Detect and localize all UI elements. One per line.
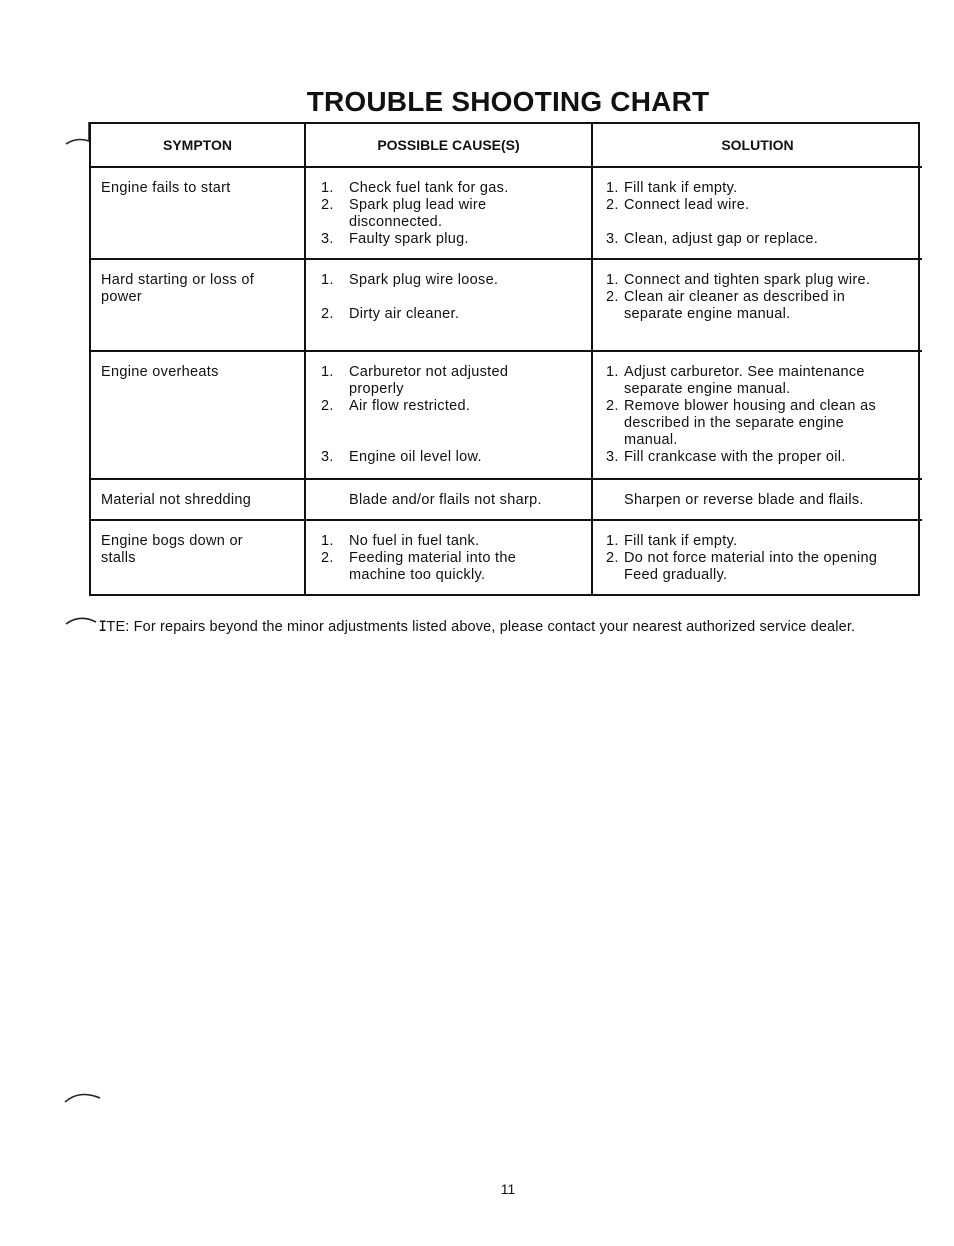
trouble-shooting-table [89,122,920,596]
list-item: 1. Adjust carburetor. See maintenance separate engine manual. [606,364,865,397]
table-row [91,167,922,259]
binding-mark-icon [64,610,100,632]
list-item: 1. No fuel in fuel tank. [321,533,480,549]
column-header-symptom: SYMPTON [91,124,305,167]
list-item: 3. Fill crankcase with the proper oil. [606,449,846,465]
list-item: 1. Carburetor not adjusted properly [321,364,509,397]
causes-cell [305,479,592,520]
list-item: 3. Engine oil level low. [321,449,482,465]
list-item: 1. Connect and tighten spark plug wire. [606,272,871,288]
solution-text: Sharpen or reverse blade and flails. [624,492,864,508]
solutions-cell [592,479,922,520]
table-row [91,351,922,479]
spacer [603,214,914,231]
service-note: ⵊTE: For repairs beyond the minor adjustments listed above, please contact your nearest authorized service dealer. [99,619,856,635]
list-item: 3. Clean, adjust gap or replace. [606,231,819,247]
causes-cell [305,520,592,594]
spacer [316,289,583,306]
solutions-cell [592,167,922,259]
list-item: 2. Do not force material into the opening Feed gradually. [606,550,878,583]
list-item: 2. Air flow restricted. [321,398,471,414]
list-item: 1. Check fuel tank for gas. [321,180,509,196]
list-item: 1. Fill tank if empty. [606,533,738,549]
solutions-cell [592,520,922,594]
list-item: 3. Faulty spark plug. [321,231,469,247]
spacer [316,415,583,432]
list-item: 2. Spark plug lead wire disconnected. [321,197,487,230]
symptom-cell: Engine overheats [91,351,305,479]
list-item: 2. Feeding material into the machine too quickly. [321,550,517,583]
table-row [91,259,922,351]
spacer [316,432,583,449]
list-item: 2. Clean air cleaner as described in separate engine manual. [606,289,846,322]
list-item: 2. Remove blower housing and clean as described in the separate engine manual. [606,398,877,448]
table-row [91,520,922,594]
symptom-cell: Engine fails to start [101,180,231,196]
list-item: 2. Connect lead wire. [606,197,750,213]
causes-cell [305,351,592,479]
symptom-cell: Engine bogs down or stalls [91,520,305,594]
column-header-solution: SOLUTION [592,124,922,167]
symptom-cell: Hard starting or loss of power [91,259,305,351]
list-item: 1. Fill tank if empty. [606,180,738,196]
chart-title: TROUBLE SHOOTING CHART [306,86,710,117]
list-item: 2. Dirty air cleaner. [321,306,460,322]
binding-mark-icon [62,1084,104,1108]
causes-cell [305,259,592,351]
symptom-cell: Material not shredding [91,479,305,520]
page-number: 11 [500,1181,516,1197]
table-row [91,479,922,520]
column-header-causes: POSSIBLE CAUSE(S) [305,124,592,167]
list-item: 1. Spark plug wire loose. [321,272,499,288]
cause-text: Blade and/or flails not sharp. [349,492,542,508]
solutions-cell [592,259,922,351]
solutions-cell [592,351,922,479]
causes-cell [305,167,592,259]
